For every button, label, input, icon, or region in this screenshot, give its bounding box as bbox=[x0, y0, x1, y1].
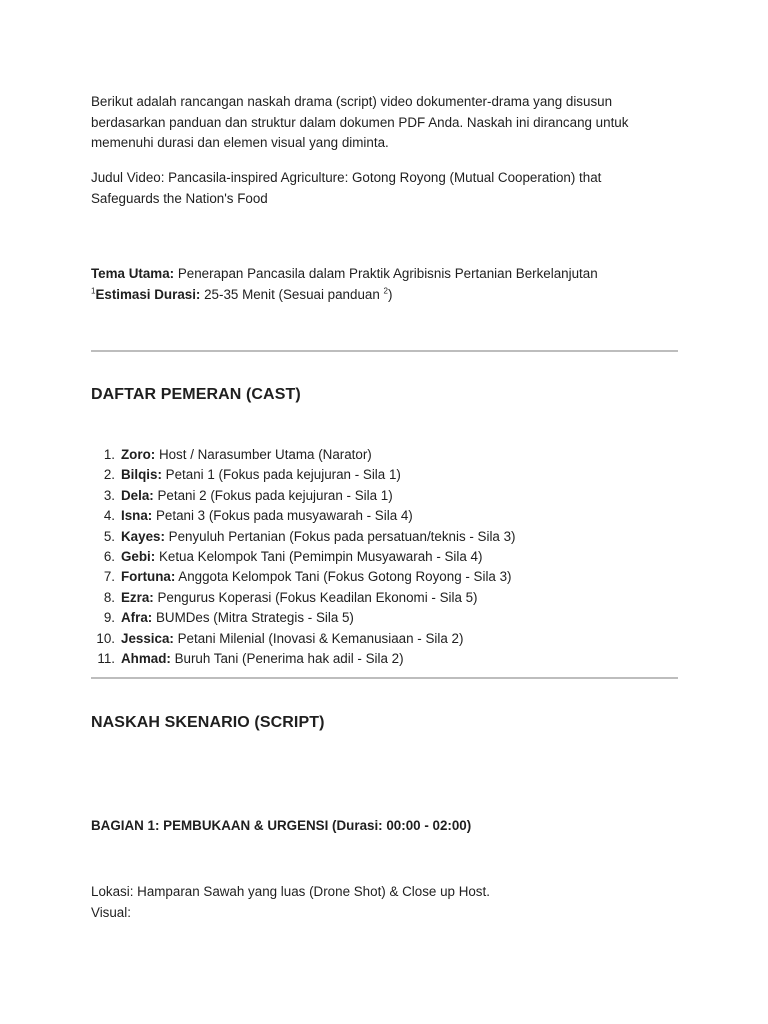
theme-label: Tema Utama: bbox=[91, 266, 175, 281]
cast-item-role: Petani 1 (Fokus pada kejujuran - Sila 1) bbox=[161, 467, 401, 483]
cast-item-name: Isna: bbox=[121, 508, 153, 524]
cast-item-name: Jessica: bbox=[121, 630, 174, 646]
cast-item-name: Bilqis: bbox=[121, 467, 162, 483]
duration-value: 25-35 Menit (Sesuai panduan bbox=[200, 286, 384, 302]
cast-item-name: Kayes: bbox=[121, 528, 165, 544]
footnote-ref-2[interactable]: 2 bbox=[383, 286, 388, 296]
footnote-ref-1[interactable]: 1 bbox=[91, 286, 96, 296]
cast-item bbox=[91, 465, 516, 485]
visual-label: Visual: bbox=[91, 904, 131, 920]
cast-item-name: Ezra: bbox=[121, 589, 154, 605]
cast-item-number: 7. bbox=[103, 569, 115, 585]
cast-item-name: Afra: bbox=[121, 610, 153, 626]
cast-list bbox=[91, 445, 516, 669]
cast-item-role: BUMDes (Mitra Strategis - Sila 5) bbox=[152, 610, 354, 626]
cast-item-number: 11. bbox=[97, 651, 115, 667]
cast-item-role: Host / Narasumber Utama (Narator) bbox=[155, 447, 372, 462]
cast-item-number: 1. bbox=[103, 447, 115, 462]
duration-close: ) bbox=[387, 286, 393, 302]
intro-paragraph: Berikut adalah rancangan naskah drama (script) video dokumenter-drama yang disusun berdasarkan panduan dan struktur dalam dokumen PDF Anda. Naskah ini dirancang untuk memenuhi durasi dan elemen visual yang diminta. bbox=[91, 94, 629, 150]
cast-item-role: Buruh Tani (Penerima hak adil - Sila 2) bbox=[170, 651, 404, 667]
cast-item bbox=[91, 506, 516, 526]
cast-item bbox=[91, 567, 516, 587]
video-title-paragraph: Judul Video: Pancasila-inspired Agriculture: Gotong Royong (Mutual Cooperation) that Safeguards the Nation's Food bbox=[91, 170, 602, 206]
cast-item-number: 2. bbox=[103, 467, 115, 483]
cast-item-name: Gebi: bbox=[121, 549, 156, 565]
cast-heading: DAFTAR PEMERAN (CAST) bbox=[91, 386, 301, 403]
cast-item-number: 5. bbox=[103, 528, 115, 544]
section-1-heading: BAGIAN 1: PEMBUKAAN & URGENSI (Durasi: 00:00 - 02:00) bbox=[91, 818, 472, 833]
script-heading: NASKAH SKENARIO (SCRIPT) bbox=[91, 714, 325, 731]
cast-item-name: Fortuna: bbox=[121, 569, 176, 585]
cast-item-name: Ahmad: bbox=[121, 651, 171, 667]
cast-item bbox=[91, 547, 516, 567]
cast-item bbox=[91, 649, 516, 669]
cast-item-role: Anggota Kelompok Tani (Fokus Gotong Royong - Sila 3) bbox=[175, 569, 512, 585]
cast-item bbox=[91, 608, 516, 628]
cast-item bbox=[91, 527, 516, 547]
cast-item bbox=[91, 486, 516, 506]
cast-item bbox=[91, 445, 516, 465]
cast-item-number: 3. bbox=[103, 487, 115, 503]
duration-label: Estimasi Durasi: bbox=[95, 286, 201, 302]
cast-item-number: 8. bbox=[103, 589, 115, 605]
cast-item-name: Dela: bbox=[121, 487, 154, 503]
cast-item-number: 10. bbox=[96, 630, 115, 646]
cast-item-role: Petani Milenial (Inovasi & Kemanusiaan - Sila 2) bbox=[173, 630, 464, 646]
horizontal-divider bbox=[91, 677, 678, 679]
theme-paragraph bbox=[91, 264, 681, 305]
theme-value: Penerapan Pancasila dalam Praktik Agribisnis Pertanian Berkelanjutan bbox=[174, 266, 598, 281]
cast-item-role: Pengurus Koperasi (Fokus Keadilan Ekonomi - Sila 5) bbox=[153, 589, 478, 605]
location-text: Lokasi: Hamparan Sawah yang luas (Drone Shot) & Close up Host. bbox=[91, 884, 490, 899]
location-paragraph bbox=[91, 882, 661, 923]
cast-item bbox=[91, 588, 516, 608]
horizontal-divider bbox=[91, 350, 678, 352]
cast-item-role: Penyuluh Pertanian (Fokus pada persatuan/teknis - Sila 3) bbox=[164, 528, 516, 544]
cast-item-number: 6. bbox=[103, 549, 115, 565]
cast-item-number: 4. bbox=[103, 508, 115, 524]
cast-item-role: Ketua Kelompok Tani (Pemimpin Musyawarah - Sila 4) bbox=[155, 549, 483, 565]
cast-item-name: Zoro: bbox=[121, 447, 156, 462]
cast-item-number: 9. bbox=[103, 610, 115, 626]
cast-item bbox=[91, 629, 516, 649]
cast-item-role: Petani 3 (Fokus pada musyawarah - Sila 4) bbox=[152, 508, 413, 524]
cast-item-role: Petani 2 (Fokus pada kejujuran - Sila 1) bbox=[153, 487, 393, 503]
